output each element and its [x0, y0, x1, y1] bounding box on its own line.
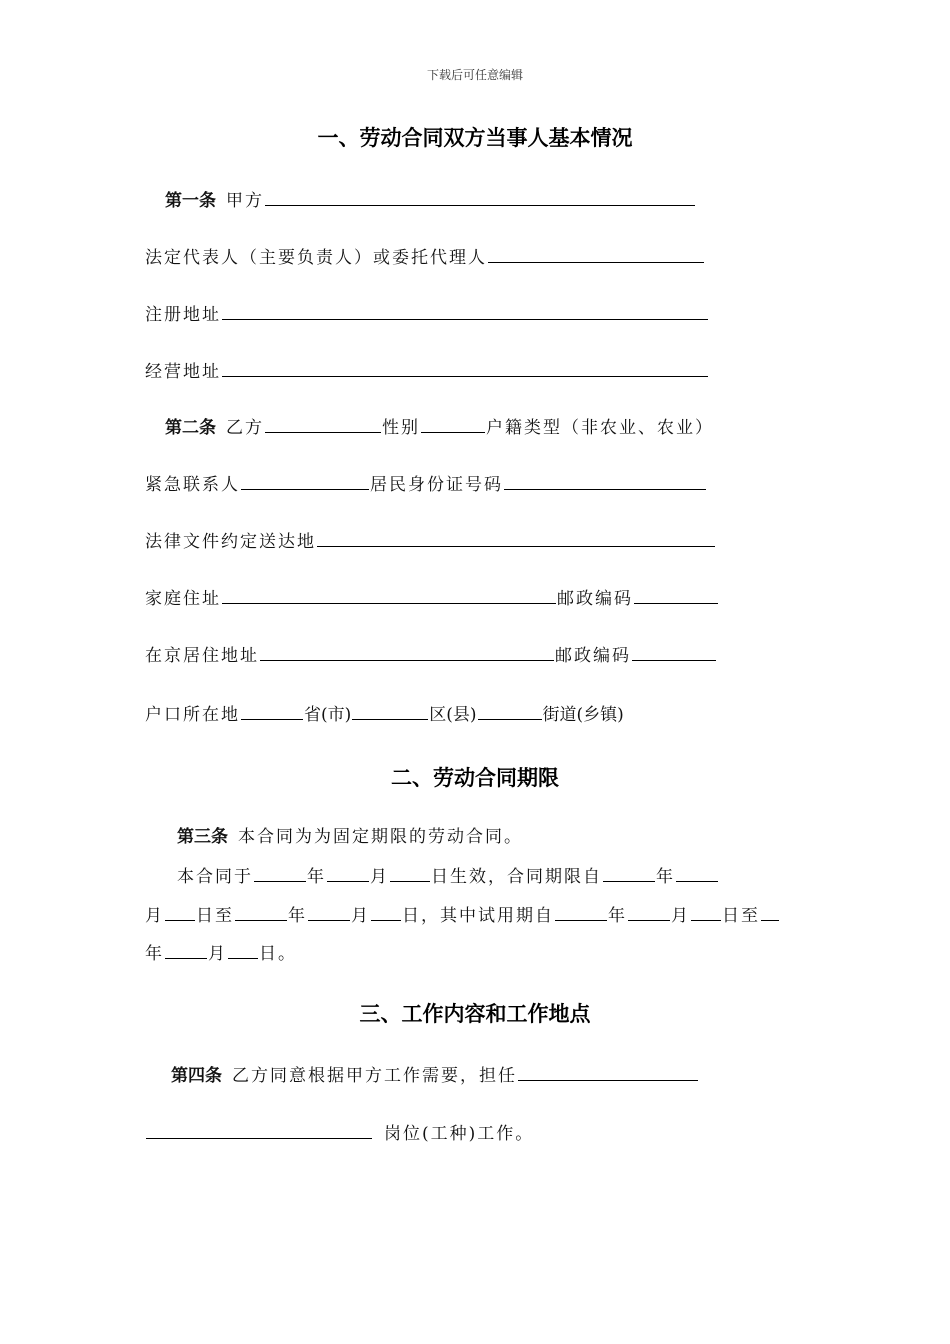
beijing-postcode-label: 邮政编码 [555, 646, 631, 666]
term-line-3 [145, 939, 297, 965]
term-end-month-label: 月 [351, 906, 370, 926]
probation-end-year-field[interactable] [761, 901, 779, 921]
position-line [145, 1119, 534, 1145]
biz-address-field[interactable] [222, 357, 708, 377]
effective-year-label: 年 [307, 867, 326, 887]
term-start-month-label: 月 [145, 906, 164, 926]
id-number-label: 居民身份证号码 [370, 475, 503, 495]
term-start-day-field[interactable] [165, 901, 195, 921]
term-start-year-label: 年 [656, 867, 675, 887]
district-field[interactable] [352, 700, 428, 720]
section-heading-2: 二、劳动合同期限 [391, 766, 559, 790]
term-line-2 [145, 901, 780, 927]
party-a-field[interactable] [265, 186, 695, 206]
reg-address-line [145, 300, 709, 326]
home-postcode-field[interactable] [634, 584, 718, 604]
probation-end-month-label: 月 [208, 944, 227, 964]
reg-address-field[interactable] [222, 300, 708, 320]
article-4-line [171, 1061, 699, 1087]
term-start-month-field[interactable] [676, 862, 718, 882]
hukou-location-label: 户口所在地 [145, 705, 240, 725]
home-address-label: 家庭住址 [145, 589, 221, 609]
reg-address-label: 注册地址 [145, 305, 221, 325]
article-1-label: 第一条 [165, 191, 216, 211]
home-postcode-label: 邮政编码 [557, 589, 633, 609]
home-address-field[interactable] [222, 584, 556, 604]
gender-field[interactable] [421, 413, 485, 433]
probation-start-month-field[interactable] [628, 901, 670, 921]
beijing-postcode-field[interactable] [632, 641, 716, 661]
article-3-text: 本合同为为固定期限的劳动合同。 [238, 827, 523, 847]
position-field[interactable] [146, 1119, 372, 1139]
party-b-label: 乙方 [226, 418, 264, 438]
term-end-day-field[interactable] [371, 901, 401, 921]
page-header-note: 下载后可任意编辑 [426, 68, 523, 82]
job-field[interactable] [518, 1061, 698, 1081]
street-label: 街道(乡镇) [542, 705, 624, 725]
party-a-label: 甲方 [226, 191, 264, 211]
article-2-label: 第二条 [165, 418, 216, 438]
position-label: 岗位(工种)工作。 [384, 1124, 535, 1144]
probation-end-year-label: 年 [145, 944, 164, 964]
term-end-year-label: 年 [288, 906, 307, 926]
effective-month-field[interactable] [327, 862, 369, 882]
effective-day-field[interactable] [390, 862, 430, 882]
beijing-address-label: 在京居住地址 [145, 646, 259, 666]
effective-year-field[interactable] [254, 862, 306, 882]
effective-start-label: 本合同于 [177, 867, 253, 887]
legal-rep-field[interactable] [488, 243, 704, 263]
article-2-line [165, 413, 714, 439]
term-start-year-field[interactable] [603, 862, 655, 882]
probation-start-year-field[interactable] [555, 901, 607, 921]
probation-label: 日，其中试用期自 [402, 906, 554, 926]
province-field[interactable] [241, 700, 303, 720]
probation-end-month-field[interactable] [165, 939, 207, 959]
section-heading-1: 一、劳动合同双方当事人基本情况 [317, 126, 633, 150]
section-heading-3: 三、工作内容和工作地点 [359, 1002, 591, 1026]
article-4-label: 第四条 [171, 1066, 222, 1086]
term-to-label: 日至 [196, 906, 234, 926]
legal-rep-label: 法定代表人（主要负责人）或委托代理人 [145, 248, 487, 268]
hukou-type-label: 户籍类型（非农业、农业） [486, 418, 714, 438]
probation-end-day-field[interactable] [228, 939, 258, 959]
service-address-field[interactable] [317, 527, 715, 547]
emergency-contact-label: 紧急联系人 [145, 475, 240, 495]
district-label: 区(县) [429, 705, 477, 725]
article-3-label: 第三条 [177, 827, 228, 847]
probation-to-label: 日至 [722, 906, 760, 926]
province-label: 省(市) [304, 705, 352, 725]
article-3-line [177, 824, 523, 850]
probation-start-month-label: 月 [671, 906, 690, 926]
home-address-line [145, 584, 719, 610]
term-line-1 [177, 862, 719, 888]
service-address-label: 法律文件约定送达地 [145, 532, 316, 552]
party-b-field[interactable] [265, 413, 381, 433]
probation-end-day-label: 日。 [259, 944, 297, 964]
article-1-line [165, 186, 696, 212]
service-address-line [145, 527, 716, 553]
legal-rep-line [145, 243, 705, 269]
probation-start-year-label: 年 [608, 906, 627, 926]
emergency-contact-line [145, 470, 707, 496]
id-number-field[interactable] [504, 470, 706, 490]
emergency-contact-field[interactable] [241, 470, 369, 490]
article-4-text: 乙方同意根据甲方工作需要，担任 [232, 1066, 517, 1086]
probation-start-day-field[interactable] [691, 901, 721, 921]
effective-month-label: 月 [370, 867, 389, 887]
term-end-year-field[interactable] [235, 901, 287, 921]
biz-address-line [145, 357, 709, 383]
beijing-address-line [145, 641, 717, 667]
street-field[interactable] [478, 700, 542, 720]
term-end-month-field[interactable] [308, 901, 350, 921]
effective-day-label: 日生效，合同期限自 [431, 867, 602, 887]
gender-label: 性别 [382, 418, 420, 438]
beijing-address-field[interactable] [260, 641, 554, 661]
hukou-location-line [145, 700, 624, 726]
biz-address-label: 经营地址 [145, 362, 221, 382]
